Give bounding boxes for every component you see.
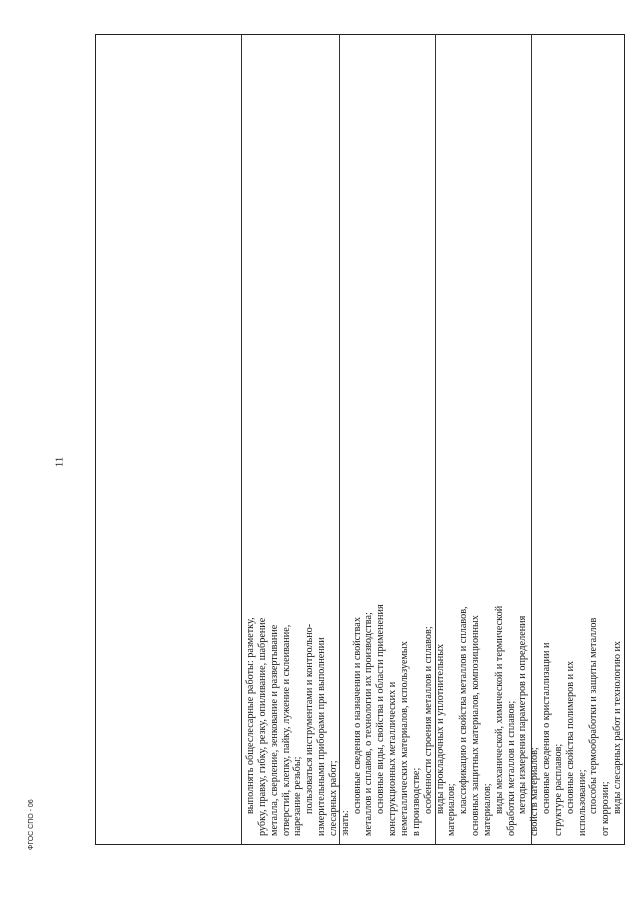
- text-line: материалов;: [481, 783, 493, 836]
- text-line: слесарных работ;: [327, 760, 339, 836]
- text-line: свойств материалов;: [529, 747, 541, 836]
- text-line: обработки металлов и сплавов;: [505, 700, 517, 836]
- column-divider: [531, 35, 532, 844]
- text-line: измерительными приборами при выполнении: [316, 637, 328, 836]
- text-line: от коррозии;: [600, 781, 612, 836]
- text-line: в производстве;: [410, 767, 422, 836]
- text-line: металла, сверление, зенкование и развертывание: [268, 624, 280, 836]
- text-line: способы термообработки и защиты металлов: [588, 617, 600, 814]
- text-line: материалов;: [446, 783, 458, 836]
- column-divider: [339, 35, 340, 844]
- text-line: методы измерения параметров и определения: [517, 615, 529, 814]
- text-line: конструкционных металлических и: [387, 681, 399, 836]
- text-line: рубку, правку, гибку, резку, опиливание, шабрение: [256, 617, 268, 836]
- page-number: 11: [53, 456, 66, 468]
- text-line: основных защитных материалов, композиционных: [470, 615, 482, 836]
- text-line: основные сведения о назначении и свойствах: [351, 617, 363, 814]
- text-line: структуре расплавов;: [552, 743, 564, 836]
- text-line: особенности строения металлов и сплавов;: [422, 626, 434, 814]
- text-line: отверстий, клепку, пайку, лужение и склеивание,: [280, 624, 292, 836]
- text-line: металлов и сплавов, о технологии их производства;: [363, 612, 375, 836]
- text-line: классификацию и свойства металлов и сплавов,: [458, 606, 470, 814]
- text-line: использование;: [576, 769, 588, 836]
- text-line: пользоваться инструментами и контрольно-: [304, 623, 316, 814]
- footer-label: ФГОС СПО - 06: [28, 799, 35, 850]
- text-line: нарезание резьбы;: [292, 756, 304, 836]
- text-line: основные сведения о кристаллизации и: [541, 642, 553, 814]
- text-line: виды слесарных работ и технологию их: [612, 640, 624, 814]
- text-line: виды механической, химической и термической: [493, 605, 505, 814]
- text-line: виды прокладочных и уплотнительных: [434, 643, 446, 814]
- rotated-page: [95, 34, 625, 845]
- column-divider: [241, 35, 242, 844]
- text-line: основные виды, свойства и области применения: [375, 604, 387, 814]
- requirements-table: [95, 34, 625, 845]
- text-line: знать:: [339, 810, 351, 836]
- column-divider: [435, 35, 436, 844]
- text-line: основные свойства полимеров и их: [564, 660, 576, 814]
- text-line: выполнять общеслесарные работы: разметку,: [245, 617, 256, 814]
- text-line: неметаллических материалов, используемых: [398, 641, 410, 836]
